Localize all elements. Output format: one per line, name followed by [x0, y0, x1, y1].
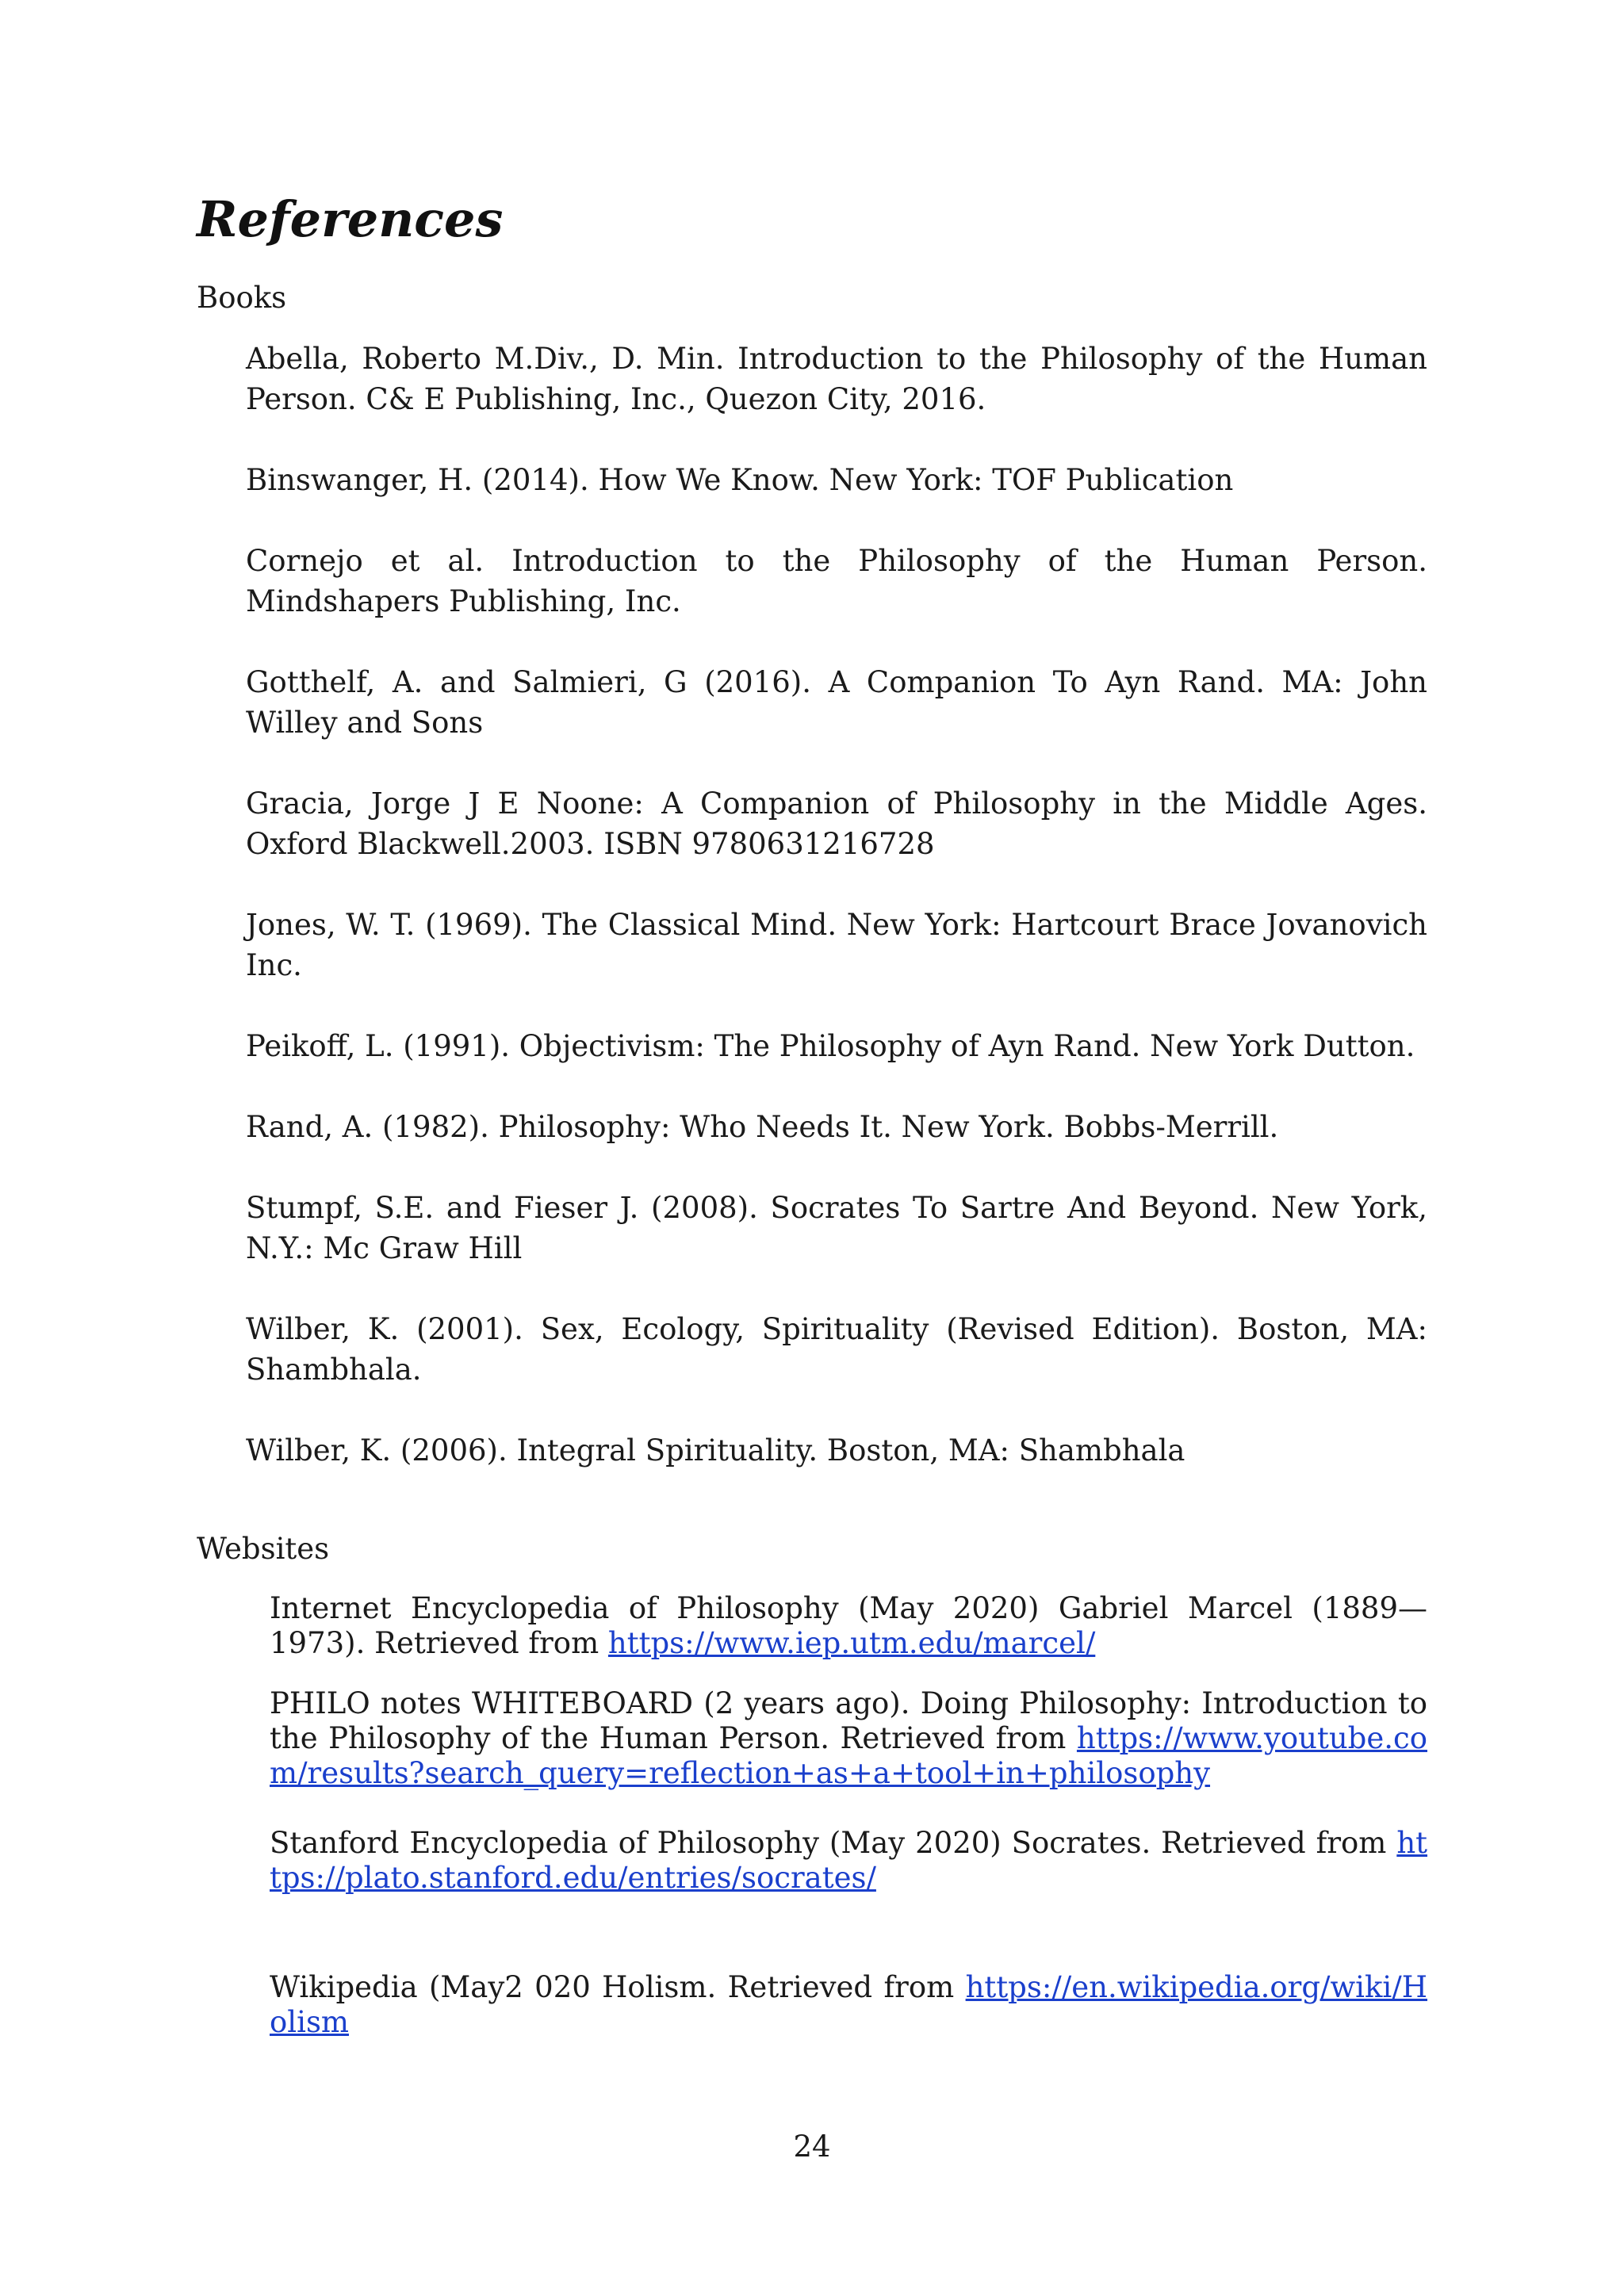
website-reference [270, 1970, 1427, 2040]
book-reference: Peikoff, L. (1991). Objectivism: The Philosophy of Ayn Rand. New York Dutton. [246, 1029, 1415, 1063]
book-reference: Stumpf, S.E. and Fieser J. (2008). Socrates To Sartre And Beyond. New York, N.Y.: Mc Graw Hill [246, 1191, 1427, 1265]
books-section-label: Books [197, 281, 287, 315]
book-reference: Binswanger, H. (2014). How We Know. New York: TOF Publication [246, 463, 1234, 497]
book-reference: Jones, W. T. (1969). The Classical Mind. New York: Hartcourt Brace Jovanovich Inc. [246, 908, 1427, 982]
website-reference-list [270, 1591, 1427, 2040]
book-reference: Wilber, K. (2001). Sex, Ecology, Spirituality (Revised Edition). Boston, MA: Shambhala. [246, 1312, 1427, 1387]
reference-link[interactable]: https://en.wikipedia.org/wiki/Holism [270, 1970, 1428, 2039]
book-reference: Rand, A. (1982). Philosophy: Who Needs It. New York. Bobbs-Merrill. [246, 1110, 1279, 1144]
reference-link[interactable]: https://www.youtube.com/results?search_query=reflection+as+a+tool+in+philosophy [270, 1721, 1427, 1790]
websites-section-label: Websites [197, 1532, 330, 1566]
reference-link[interactable]: https://plato.stanford.edu/entries/socrates/ [270, 1826, 1428, 1895]
book-reference: Gracia, Jorge J E Noone: A Companion of Philosophy in the Middle Ages. Oxford Blackwell.2003. ISBN 9780631216728 [246, 786, 1427, 861]
website-reference-text: PHILO notes WHITEBOARD (2 years ago). Doing Philosophy: Introduction to the Philosophy of the Human Person. Retrieved from [270, 1686, 1427, 1755]
website-reference [270, 1826, 1427, 1896]
reference-link[interactable]: https://www.iep.utm.edu/marcel/ [607, 1626, 1096, 1660]
book-reference-list [246, 339, 1427, 1511]
page-title: References [197, 190, 504, 248]
book-reference: Wilber, K. (2006). Integral Spirituality. Boston, MA: Shambhala [246, 1433, 1185, 1468]
book-reference: Gotthelf, A. and Salmieri, G (2016). A Companion To Ayn Rand. MA: John Willey and Sons [246, 665, 1427, 740]
page-number: 24 [793, 2130, 831, 2164]
website-reference-text: Wikipedia (May2 020 Holism. Retrieved from [270, 1970, 955, 2004]
website-reference-text: Internet Encyclopedia of Philosophy (May 2020) Gabriel Marcel (1889—1973). Retrieved from [270, 1591, 1427, 1660]
website-reference [270, 1591, 1427, 1661]
website-reference-text: Stanford Encyclopedia of Philosophy (May 2020) Socrates. Retrieved from [270, 1826, 1387, 1860]
book-reference: Cornejo et al. Introduction to the Philosophy of the Human Person. Mindshapers Publishing, Inc. [246, 544, 1427, 618]
book-reference: Abella, Roberto M.Div., D. Min. Introduction to the Philosophy of the Human Person. C& E Publishing, Inc., Quezon City, 2016. [246, 342, 1427, 416]
website-reference [270, 1686, 1427, 1791]
